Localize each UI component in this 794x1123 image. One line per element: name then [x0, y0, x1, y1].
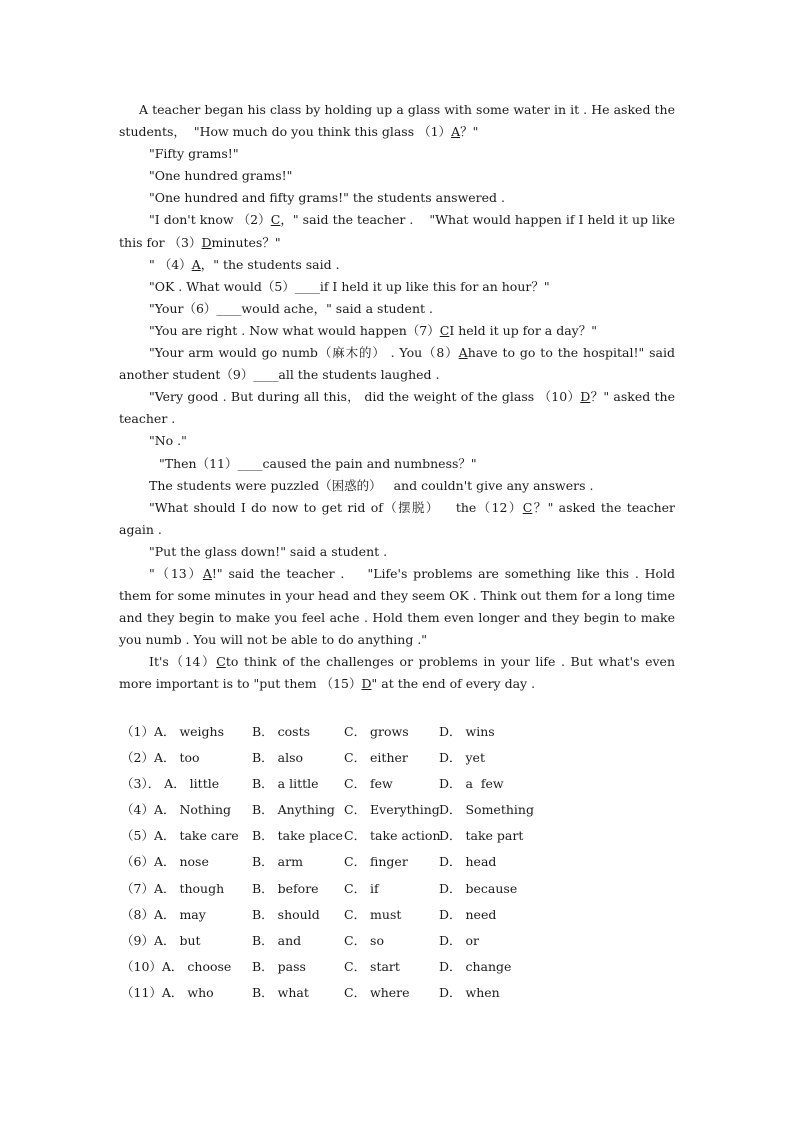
- option-c: C． where: [344, 984, 410, 1000]
- paragraph-13: "Then（11）____caused the pain and numbness？": [159, 455, 477, 471]
- option-row-10: [121, 954, 561, 980]
- paragraph-9: "You are right . Now what would happen（7）CI held it up for a day？": [149, 322, 597, 338]
- answer-14: C: [216, 654, 226, 670]
- option-c: C． if: [344, 880, 379, 896]
- answer-2: C: [270, 212, 281, 228]
- paragraph-4: "One hundred and fifty grams!" the students answered .: [149, 190, 505, 206]
- option-row-8: [121, 902, 561, 928]
- option-c: C． grows: [344, 724, 409, 739]
- option-b: B． arm: [252, 854, 303, 870]
- option-row-5: [121, 823, 561, 849]
- option-b: B． and: [252, 932, 302, 948]
- option-row-11: [121, 980, 561, 1006]
- option-b: B． before: [252, 880, 319, 896]
- option-d: D． Something: [439, 802, 534, 818]
- option-a: （11）A． who: [121, 984, 214, 1000]
- paragraph-8: "Your（6）____would ache，" said a student .: [149, 300, 433, 316]
- answer-13: A: [202, 565, 212, 581]
- option-d: D． change: [439, 958, 512, 974]
- option-c: C． Everything: [344, 802, 440, 818]
- option-d: D． yet: [439, 750, 485, 766]
- option-c: C． start: [344, 958, 400, 974]
- option-row-4: [121, 797, 561, 823]
- option-d: D． or: [439, 932, 479, 948]
- option-c: C． either: [344, 750, 408, 766]
- option-d: D． wins: [439, 724, 495, 739]
- paragraph-7: "OK . What would（5）____if I held it up like this for an hour？": [149, 278, 550, 294]
- option-b: B． a little: [252, 776, 319, 792]
- option-b: B． pass: [252, 958, 306, 974]
- paragraph-17: "（13）A!" said the teacher . "Life's problems are something like this . Hold them for some minutes in your head and they seem OK . Think out them for a long time and they begin to make you feel ache . Hold them even longer and they begin to make you numb . You will not be able to do anything .": [119, 565, 675, 648]
- option-d: D． need: [439, 906, 497, 922]
- answer-7: C: [439, 322, 450, 338]
- option-d: D． because: [439, 880, 518, 896]
- option-d: D． when: [439, 984, 500, 1000]
- option-a: （7）A． though: [121, 880, 225, 896]
- option-c: C． few: [344, 776, 393, 792]
- option-a: （5）A． take care: [121, 828, 239, 844]
- paragraph-12: "No .": [149, 433, 187, 449]
- option-a: （2）A． too: [121, 750, 200, 766]
- answer-12: C: [522, 499, 533, 515]
- option-b: B． also: [252, 750, 304, 766]
- answer-3: D: [201, 234, 212, 250]
- option-row-9: [121, 928, 561, 954]
- paragraph-1: A teacher began his class by holding up a glass with some water in it . He asked the students， "How much do you think this glass （1）A？": [119, 102, 675, 140]
- paragraph-5: "I don't know （2）C，" said the teacher . "What would happen if I held it up like this for （3）Dminutes？": [119, 212, 675, 250]
- option-b: B． take place: [252, 828, 343, 844]
- option-a: （1）A． weighs: [121, 724, 225, 739]
- option-d: D． head: [439, 854, 497, 870]
- paragraph-15: "What should I do now to get rid of（摆脱） the（12）C？" asked the teacher again .: [119, 499, 676, 537]
- option-a: （8）A． may: [121, 906, 206, 922]
- option-c: C． finger: [344, 854, 408, 870]
- option-b: B． Anything: [252, 802, 335, 818]
- option-row-2: [121, 745, 561, 771]
- paragraph-16: "Put the glass down!" said a student .: [149, 543, 388, 559]
- paragraph-3: "One hundred grams!": [149, 168, 293, 184]
- option-b: B． costs: [252, 724, 311, 739]
- option-row-1: [121, 719, 561, 745]
- passage: [119, 99, 675, 696]
- answer-8: A: [458, 345, 468, 361]
- paragraph-18: It's（14）Cto think of the challenges or problems in your life . But what's even more important is to "put them （15）D" at the end of every day .: [119, 654, 676, 692]
- paragraph-6: " （4）A，" the students said .: [149, 256, 340, 272]
- option-a: （3）． A． little: [121, 776, 220, 792]
- option-row-3: [121, 771, 561, 797]
- option-a: （10）A． choose: [121, 958, 232, 974]
- option-row-7: [121, 876, 561, 902]
- paragraph-11: "Very good . But during all this， did the weight of the glass （10）D？" asked the teacher .: [119, 389, 675, 427]
- paragraph-14: The students were puzzled（困惑的） and couldn't give any answers .: [149, 477, 594, 493]
- option-a: （4）A． Nothing: [121, 802, 232, 818]
- answer-15: D: [361, 676, 372, 692]
- option-a: （9）A． but: [121, 932, 201, 948]
- paragraph-2: "Fifty grams!": [149, 146, 239, 162]
- paragraph-10: "Your arm would go numb（麻木的） . You（8）Ahave to go to the hospital!" said another student（9）____all the students laughed .: [119, 345, 675, 383]
- option-c: C． so: [344, 932, 384, 948]
- option-b: B． what: [252, 984, 309, 1000]
- answer-4: A: [191, 256, 201, 272]
- option-c: C． must: [344, 906, 402, 922]
- option-d: D． a few: [439, 776, 504, 792]
- option-row-6: [121, 849, 561, 875]
- option-b: B． should: [252, 906, 320, 922]
- option-c: C． take action: [344, 828, 441, 844]
- answer-1: A: [451, 124, 461, 140]
- answer-10: D: [580, 389, 591, 405]
- options-table: [121, 719, 561, 1006]
- option-a: （6）A． nose: [121, 854, 209, 870]
- option-d: D． take part: [439, 828, 524, 844]
